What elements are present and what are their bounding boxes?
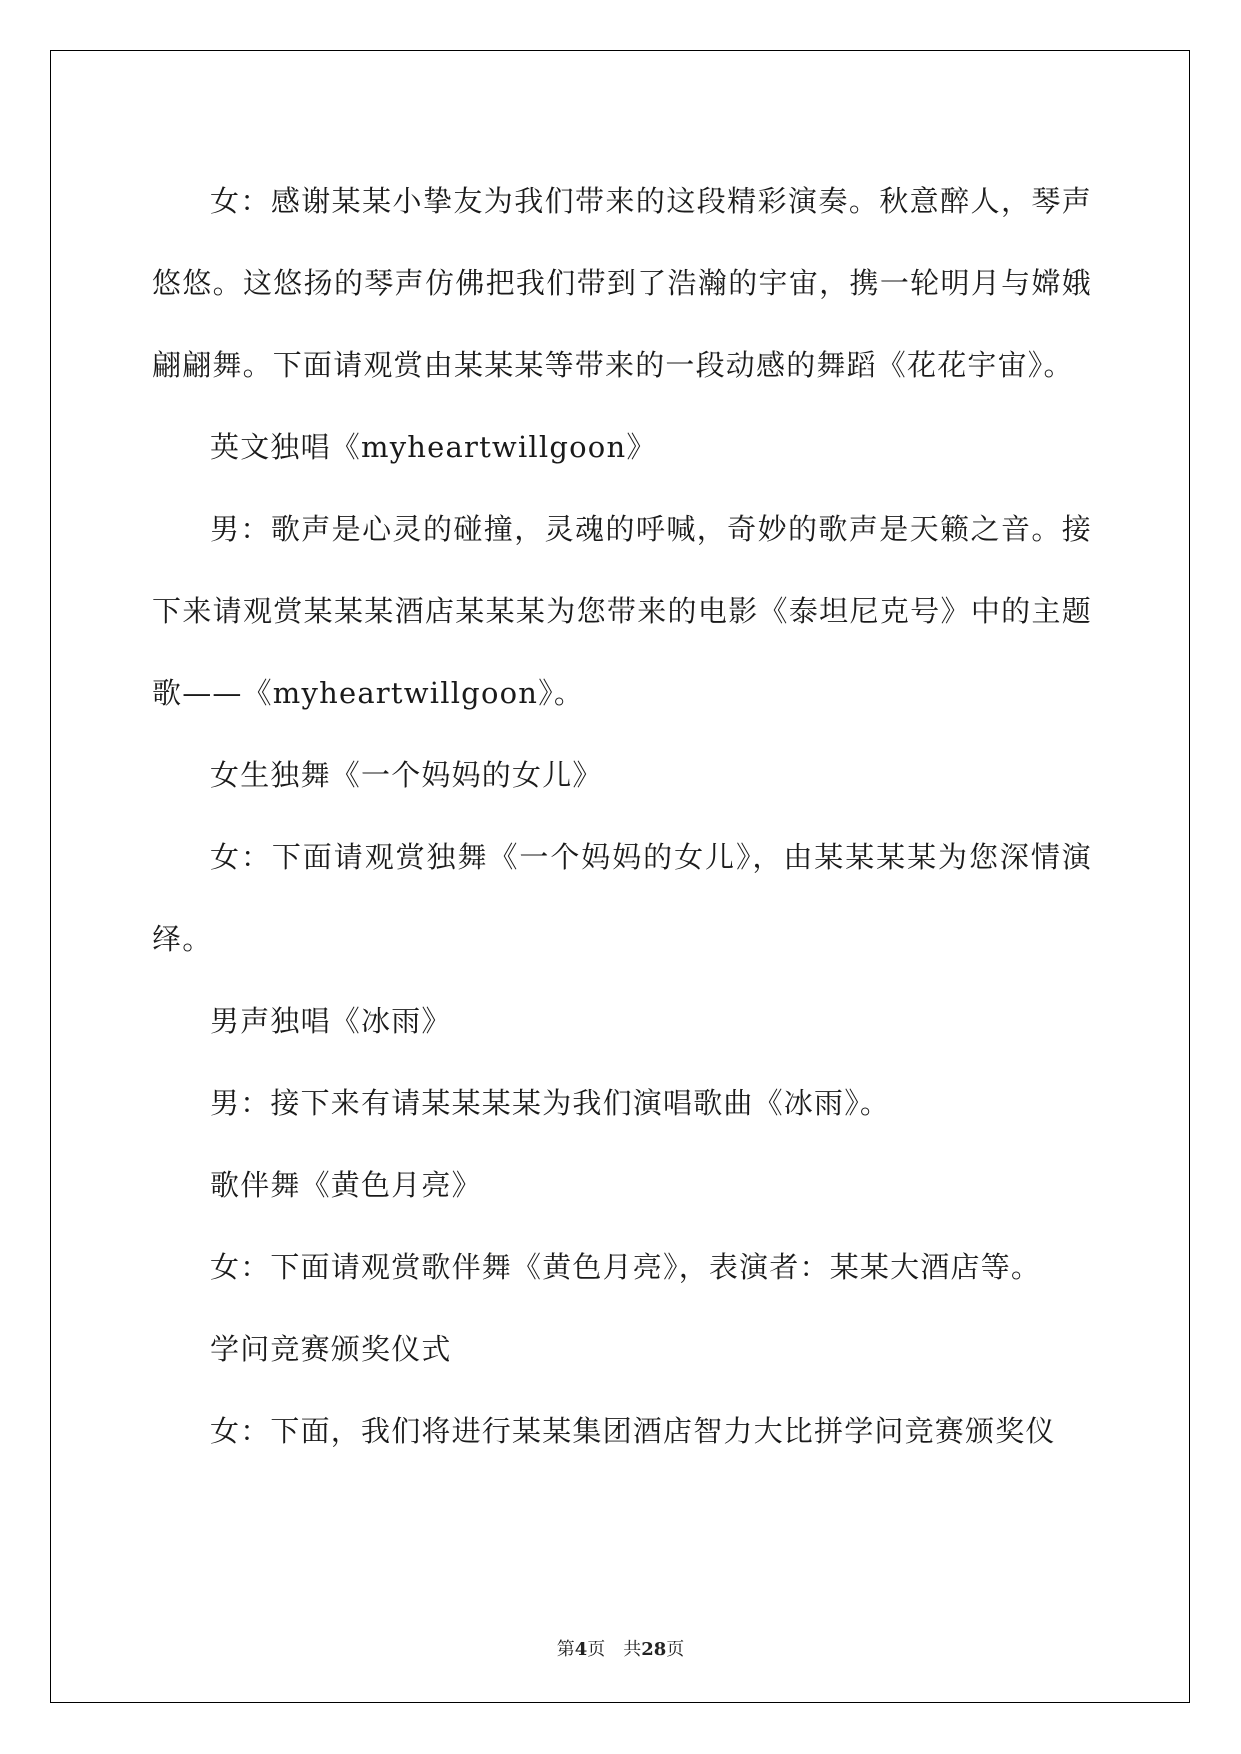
paragraph-heading: 女生独舞《一个妈妈的女儿》 xyxy=(210,758,603,792)
current-page-number: 4 xyxy=(574,1639,588,1660)
paragraph-heading: 男声独唱《冰雨》 xyxy=(210,1004,452,1038)
page-footer xyxy=(0,1635,1241,1661)
paragraph: 男：歌声是心灵的碰撞，灵魂的呼喊，奇妙的歌声是天籁之音。接下来请观赏某某某酒店某某某为您带来的电影《泰坦尼克号》中的主题歌——《myheartwillgoon》。 xyxy=(152,512,1092,710)
paragraph: 男：接下来有请某某某某为我们演唱歌曲《冰雨》。 xyxy=(210,1086,891,1120)
paragraph-heading: 学问竞赛颁奖仪式 xyxy=(210,1332,452,1366)
footer-prefix: 第 xyxy=(556,1639,575,1660)
document-body xyxy=(152,160,1092,1472)
total-page-number: 28 xyxy=(641,1639,667,1660)
paragraph: 女：感谢某某小挚友为我们带来的这段精彩演奏。秋意醉人，琴声悠悠。这悠扬的琴声仿佛把我们带到了浩瀚的宇宙，携一轮明月与嫦娥翩翩舞。下面请观赏由某某某等带来的一段动感的舞蹈《花花宇宙》。 xyxy=(152,184,1092,382)
footer-mid: 页 共 xyxy=(587,1639,642,1660)
paragraph: 女：下面请观赏独舞《一个妈妈的女儿》，由某某某某为您深情演绎。 xyxy=(152,840,1092,956)
paragraph-heading: 歌伴舞《黄色月亮》 xyxy=(210,1168,482,1202)
paragraph: 女：下面，我们将进行某某集团酒店智力大比拼学问竞赛颁奖仪 xyxy=(210,1414,1056,1448)
paragraph-heading: 英文独唱《myheartwillgoon》 xyxy=(210,430,657,464)
paragraph: 女：下面请观赏歌伴舞《黄色月亮》，表演者：某某大酒店等。 xyxy=(210,1250,1042,1284)
footer-suffix: 页 xyxy=(666,1639,685,1660)
